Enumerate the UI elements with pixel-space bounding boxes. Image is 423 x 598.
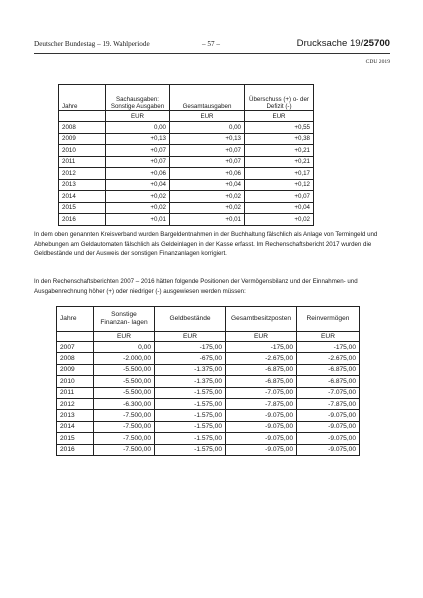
- table-balance-adjustments: [56, 306, 360, 456]
- value-cell: -7.875,00: [297, 398, 360, 409]
- value-cell: -6.875,00: [297, 376, 360, 387]
- year-cell: 2012: [57, 398, 94, 409]
- value-cell: -2.000,00: [94, 353, 155, 364]
- value-cell: +0,12: [245, 179, 314, 191]
- value-cell: +0,06: [106, 168, 170, 180]
- unit-cell: EUR: [226, 332, 297, 342]
- value-cell: -1.575,00: [155, 410, 226, 421]
- value-cell: -7.075,00: [297, 387, 360, 398]
- value-cell: -6.875,00: [226, 376, 297, 387]
- page-header: [34, 38, 390, 52]
- table-expenses-adjustments: [58, 84, 314, 226]
- value-cell: +0,07: [245, 191, 314, 203]
- value-cell: -175,00: [297, 342, 360, 353]
- value-cell: -9.075,00: [297, 421, 360, 432]
- header-publication: Deutscher Bundestag – 19. Wahlperiode: [34, 40, 150, 48]
- year-cell: 2013: [57, 410, 94, 421]
- value-cell: -1.575,00: [155, 421, 226, 432]
- value-cell: 0,00: [94, 342, 155, 353]
- value-cell: +0,21: [245, 145, 314, 157]
- value-cell: +0,04: [245, 202, 314, 214]
- table-unit-row: [59, 111, 314, 122]
- year-cell: 2008: [57, 353, 94, 364]
- value-cell: +0,07: [106, 156, 170, 168]
- value-cell: +0,07: [170, 156, 245, 168]
- value-cell: -6.300,00: [94, 398, 155, 409]
- table-row: [59, 133, 314, 145]
- year-cell: 2013: [59, 179, 106, 191]
- value-cell: -675,00: [155, 353, 226, 364]
- table-row: [57, 353, 360, 364]
- value-cell: -9.075,00: [226, 421, 297, 432]
- column-header: Sonstige Finanzan- lagen: [94, 307, 155, 332]
- column-header: Sachausgaben: Sonstige Ausgaben: [106, 85, 170, 111]
- table-row: [59, 179, 314, 191]
- value-cell: -5.500,00: [94, 376, 155, 387]
- year-cell: 2007: [57, 342, 94, 353]
- value-cell: +0,02: [106, 202, 170, 214]
- value-cell: +0,04: [170, 179, 245, 191]
- value-cell: -5.500,00: [94, 364, 155, 375]
- table-row: [57, 398, 360, 409]
- table-row: [59, 214, 314, 226]
- table-row: [59, 122, 314, 134]
- value-cell: -1.375,00: [155, 376, 226, 387]
- value-cell: -9.075,00: [297, 433, 360, 444]
- year-cell: 2011: [59, 156, 106, 168]
- value-cell: +0,07: [106, 145, 170, 157]
- value-cell: -7.500,00: [94, 433, 155, 444]
- year-cell: 2014: [57, 421, 94, 432]
- table-row: [57, 421, 360, 432]
- value-cell: +0,21: [245, 156, 314, 168]
- unit-cell: [59, 111, 106, 122]
- table-row: [57, 444, 360, 455]
- value-cell: +0,17: [245, 168, 314, 180]
- value-cell: -7.500,00: [94, 421, 155, 432]
- table-row: [57, 376, 360, 387]
- unit-cell: EUR: [245, 111, 314, 122]
- table-row: [59, 156, 314, 168]
- value-cell: +0,02: [245, 214, 314, 226]
- value-cell: -9.075,00: [226, 444, 297, 455]
- year-cell: 2015: [59, 202, 106, 214]
- value-cell: -1.575,00: [155, 444, 226, 455]
- value-cell: 0,00: [170, 122, 245, 134]
- value-cell: -7.075,00: [226, 387, 297, 398]
- value-cell: -1.575,00: [155, 398, 226, 409]
- unit-cell: [57, 332, 94, 342]
- value-cell: -1.575,00: [155, 387, 226, 398]
- value-cell: +0,04: [106, 179, 170, 191]
- header-divider: [34, 53, 390, 54]
- value-cell: -1.375,00: [155, 364, 226, 375]
- year-cell: 2015: [57, 433, 94, 444]
- value-cell: +0,02: [170, 191, 245, 203]
- year-cell: 2010: [57, 376, 94, 387]
- unit-cell: EUR: [297, 332, 360, 342]
- year-cell: 2009: [59, 133, 106, 145]
- value-cell: +0,38: [245, 133, 314, 145]
- table-header-row: [59, 85, 314, 111]
- header-document-label: Drucksache 19/: [296, 38, 364, 49]
- value-cell: +0,01: [106, 214, 170, 226]
- column-header: Geldbestände: [155, 307, 226, 332]
- value-cell: -2.675,00: [297, 353, 360, 364]
- value-cell: +0,13: [170, 133, 245, 145]
- value-cell: 0,00: [106, 122, 170, 134]
- value-cell: -9.075,00: [226, 433, 297, 444]
- value-cell: +0,13: [106, 133, 170, 145]
- table-row: [57, 433, 360, 444]
- value-cell: -7.500,00: [94, 444, 155, 455]
- table-row: [59, 168, 314, 180]
- table-row: [59, 145, 314, 157]
- column-header: Reinvermögen: [297, 307, 360, 332]
- table-row: [59, 191, 314, 203]
- table-row: [57, 364, 360, 375]
- party-tag: CDU 2019: [365, 59, 390, 65]
- value-cell: +0,06: [170, 168, 245, 180]
- value-cell: -5.500,00: [94, 387, 155, 398]
- value-cell: -7.500,00: [94, 410, 155, 421]
- value-cell: -9.075,00: [226, 410, 297, 421]
- explanation-paragraph: In dem oben genannten Kreisverband wurden Bargeldentnahmen in der Buchhaltung fälschlich als Anlage von Termingeld und Abhebungen am Geldautomaten fälschlich als Geldeinlagen in der Kasse erfasst. Im Rechenschaftsbericht 2017 wurden die Geldbestände und der Ausweis der sonstigen Finanzanlagen korrigiert.: [34, 231, 378, 257]
- column-header: Gesamtbesitzposten: [226, 307, 297, 332]
- year-cell: 2012: [59, 168, 106, 180]
- table-row: [57, 342, 360, 353]
- year-cell: 2016: [57, 444, 94, 455]
- header-document-number: 25700: [363, 38, 390, 49]
- column-header: Jahre: [57, 307, 94, 332]
- unit-cell: EUR: [155, 332, 226, 342]
- header-page-number: – 57 –: [202, 40, 220, 48]
- unit-cell: EUR: [94, 332, 155, 342]
- year-cell: 2011: [57, 387, 94, 398]
- year-cell: 2016: [59, 214, 106, 226]
- year-cell: 2008: [59, 122, 106, 134]
- column-header: Überschuss (+) o- der Defizit (-): [245, 85, 314, 111]
- column-header: Jahre: [59, 85, 106, 111]
- table-unit-row: [57, 332, 360, 342]
- year-cell: 2010: [59, 145, 106, 157]
- table-row: [57, 410, 360, 421]
- value-cell: -7.875,00: [226, 398, 297, 409]
- value-cell: -175,00: [155, 342, 226, 353]
- value-cell: +0,02: [106, 191, 170, 203]
- table-row: [59, 202, 314, 214]
- table-header-row: [57, 307, 360, 332]
- value-cell: -1.575,00: [155, 433, 226, 444]
- value-cell: -6.875,00: [297, 364, 360, 375]
- value-cell: +0,55: [245, 122, 314, 134]
- unit-cell: EUR: [106, 111, 170, 122]
- value-cell: -6.875,00: [226, 364, 297, 375]
- unit-cell: EUR: [170, 111, 245, 122]
- column-header: Gesamtausgaben: [170, 85, 245, 111]
- value-cell: +0,02: [170, 202, 245, 214]
- year-cell: 2009: [57, 364, 94, 375]
- value-cell: +0,07: [170, 145, 245, 157]
- value-cell: -9.075,00: [297, 410, 360, 421]
- value-cell: -9.075,00: [297, 444, 360, 455]
- value-cell: +0,01: [170, 214, 245, 226]
- value-cell: -2.675,00: [226, 353, 297, 364]
- year-cell: 2014: [59, 191, 106, 203]
- value-cell: -175,00: [226, 342, 297, 353]
- header-document-id: [297, 38, 390, 49]
- table-row: [57, 387, 360, 398]
- intro-paragraph: In den Rechenschaftsberichten 2007 – 2016 hätten folgende Positionen der Vermögensbilanz und der Einnahmen- und Ausgabenrechnung höher (+) oder niedriger (-) ausgewiesen werden müssen:: [34, 278, 358, 295]
